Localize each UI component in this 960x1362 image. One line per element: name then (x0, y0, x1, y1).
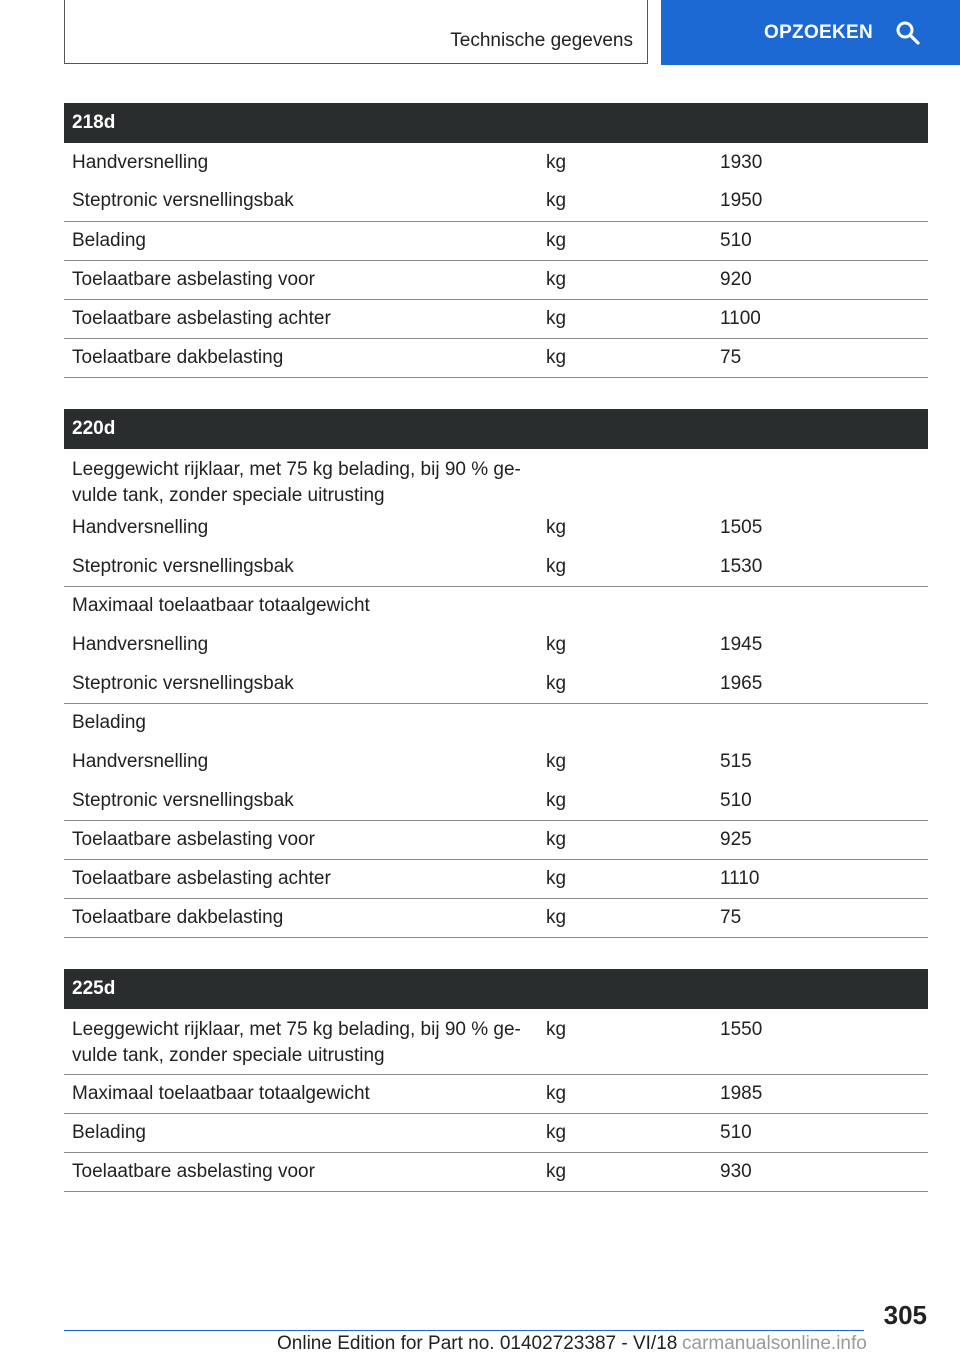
row-value: 1945 (720, 634, 763, 655)
row-value: 510 (712, 1113, 928, 1152)
table-row (64, 1009, 928, 1074)
table-row (64, 626, 928, 665)
row-value: 1950 (712, 182, 928, 221)
row-unit: kg (538, 1009, 712, 1074)
row-unit: kg (538, 821, 712, 860)
row-value: 1550 (712, 1009, 928, 1074)
row-unit: kg (546, 634, 567, 655)
page-number: 305 (883, 1300, 927, 1330)
table-row (64, 509, 928, 548)
row-unit: kg (546, 151, 567, 173)
row-label: Leeggewicht rijklaar, met 75 kg belading, bij 90 % ge- vulde tank, zonder speciale uitrusting (64, 1009, 538, 1074)
table-row (64, 743, 928, 782)
row-label: Steptronic versnellingsbak (64, 782, 538, 821)
spec-table-225d (64, 969, 928, 1192)
row-label: Steptronic versnellingsbak (64, 548, 538, 587)
table-row (64, 548, 928, 587)
row-value: 930 (712, 1152, 928, 1191)
row-value: 1930 (720, 151, 763, 173)
row-value: 1985 (712, 1074, 928, 1113)
table-row (64, 1152, 928, 1191)
watermark-text: carmanualsonline.info (682, 1333, 867, 1354)
edition-text: Online Edition for Part no. 01402723387 - VI/18 (277, 1333, 678, 1354)
table-row (64, 704, 928, 743)
row-unit: kg (538, 182, 712, 221)
row-unit: kg (538, 260, 712, 299)
row-value: 920 (712, 260, 928, 299)
table-row (64, 338, 928, 377)
row-value (712, 587, 928, 626)
row-label: Toelaatbare asbelasting achter (64, 299, 538, 338)
table-row (64, 182, 928, 221)
row-value (712, 449, 928, 509)
spec-tables (64, 103, 928, 1223)
row-value: 1965 (712, 665, 928, 704)
row-label: Toelaatbare asbelasting achter (64, 860, 538, 899)
section-title: 220d (64, 409, 928, 449)
header-title-box (64, 0, 648, 64)
row-label: Steptronic versnellingsbak (64, 665, 538, 704)
spec-table-220d (64, 409, 928, 939)
row-unit: kg (538, 1074, 712, 1113)
row-value: 1505 (720, 517, 763, 538)
table-header-row (64, 103, 928, 143)
row-unit: kg (546, 751, 567, 772)
table-row (64, 587, 928, 626)
section-title: 218d (64, 103, 928, 143)
row-label: Maximaal toelaatbaar totaalgewicht (64, 1074, 538, 1113)
table-row (64, 260, 928, 299)
row-label: Steptronic versnellingsbak (64, 182, 538, 221)
row-label: Toelaatbare asbelasting voor (64, 1152, 538, 1191)
row-value (712, 704, 928, 743)
row-unit: kg (538, 782, 712, 821)
row-label: Toelaatbare dakbelasting (64, 899, 538, 938)
table-row (64, 899, 928, 938)
row-value: 510 (712, 782, 928, 821)
row-label: Handversnelling (72, 634, 209, 655)
row-value: 75 (712, 899, 928, 938)
row-label: Toelaatbare asbelasting voor (64, 821, 538, 860)
section-title: 225d (64, 969, 928, 1009)
row-unit: kg (538, 665, 712, 704)
row-label: Handversnelling (72, 151, 209, 173)
row-value: 1110 (712, 860, 928, 899)
table-row (64, 221, 928, 260)
row-unit: kg (538, 1113, 712, 1152)
row-label: Handversnelling (72, 751, 209, 772)
row-unit (538, 704, 712, 743)
row-label: Handversnelling (72, 517, 209, 538)
row-unit: kg (538, 899, 712, 938)
search-icon (895, 20, 921, 46)
table-row (64, 860, 928, 899)
row-unit: kg (538, 338, 712, 377)
row-value: 75 (712, 338, 928, 377)
page-section-title: Technische gegevens (450, 30, 633, 51)
table-row (64, 782, 928, 821)
row-label: Leeggewicht rijklaar, met 75 kg belading, bij 90 % ge- vulde tank, zonder speciale uitrusting (72, 458, 521, 506)
spec-table-218d (64, 103, 928, 378)
table-row (64, 143, 928, 182)
row-value: 1100 (712, 299, 928, 338)
row-unit: kg (538, 299, 712, 338)
row-unit: kg (538, 1152, 712, 1191)
table-row (64, 299, 928, 338)
row-label: Toelaatbare asbelasting voor (64, 260, 538, 299)
row-label: Maximaal toelaatbaar totaalgewicht (72, 595, 370, 617)
footer-divider (64, 1330, 864, 1331)
table-header-row (64, 969, 928, 1009)
table-row (64, 449, 928, 509)
row-value: 925 (712, 821, 928, 860)
table-row (64, 821, 928, 860)
row-unit: kg (538, 548, 712, 587)
table-row (64, 1113, 928, 1152)
row-value: 510 (712, 221, 928, 260)
row-unit: kg (538, 221, 712, 260)
search-button-label: OPZOEKEN (764, 21, 874, 43)
row-unit (538, 449, 712, 509)
table-header-row (64, 409, 928, 449)
table-row (64, 665, 928, 704)
row-label: Belading (64, 1113, 538, 1152)
row-unit: kg (546, 517, 567, 538)
search-button[interactable] (661, 0, 960, 65)
row-value: 1530 (712, 548, 928, 587)
row-label: Belading (64, 221, 538, 260)
row-label: Belading (72, 712, 146, 734)
row-label: Toelaatbare dakbelasting (64, 338, 538, 377)
row-value: 515 (720, 751, 752, 772)
table-row (64, 1074, 928, 1113)
row-unit: kg (538, 860, 712, 899)
row-unit (538, 587, 712, 626)
